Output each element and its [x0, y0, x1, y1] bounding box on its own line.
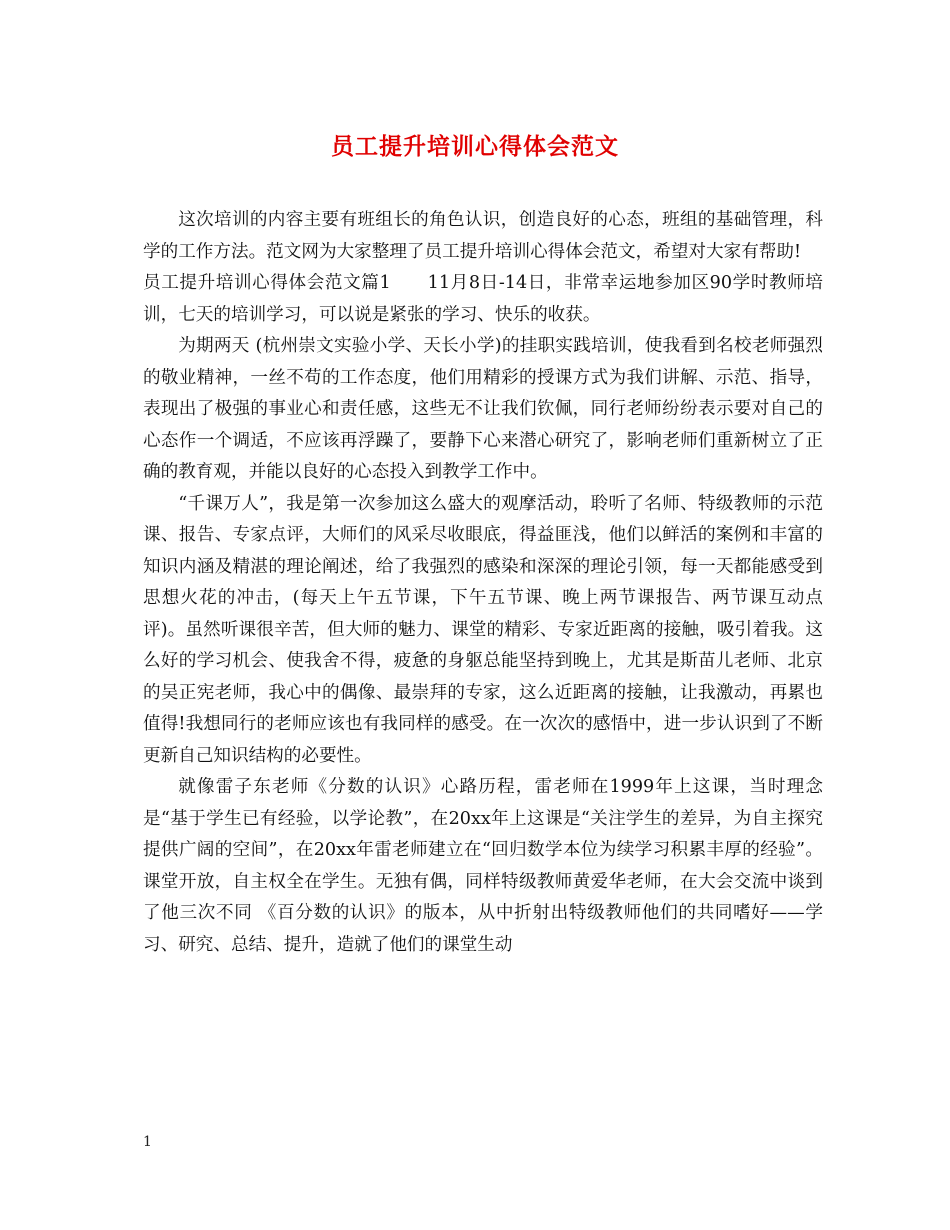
paragraph-section-1-start: 员工提升培训心得体会范文篇1 11月8日-14日，非常幸运地参加区90学时教师培训，七天的培训学习，可以说是紧张的学习、快乐的收获。 [143, 273, 823, 325]
paragraph-teacher-example: 就像雷子东老师《分数的认识》心路历程，雷老师在1999年上这课，当时理念是“基于学生已有经验，以学论教”，在20xx年上这课是“关注学生的差异，为自主探究提供广阔的空间”，在20xx年雷老师建立在“回归数学本位为续学习积累丰厚的经验”。课堂开放，自主权全在学生。无独有偶，同样特级教师黄爱华老师，在大会交流中谈到了他三次不同 《百分数的认识》的版本，从中折射出特级教师他们的共同嗜好——学习、研究、总结、提升，造就了他们的课堂生动 [143, 777, 823, 955]
paragraph-practice-training: 为期两天 (杭州崇文实验小学、天长小学)的挂职实践培训，使我看到名校老师强烈的敬业精神，一丝不苟的工作态度，他们用精彩的授课方式为我们讲解、示范、指导，表现出了极强的事业心和责任感，这些无不让我们钦佩，同行老师纷纷表示要对自己的心态作一个调适，不应该再浮躁了，要静下心来潜心研究了，影响老师们重新树立了正确的教育观，并能以良好的心态投入到教学工作中。 [143, 336, 823, 482]
paragraph-observation-activity: “千课万人”，我是第一次参加这么盛大的观摩活动，聆听了名师、特级教师的示范课、报告、专家点评，大师们的风采尽收眼底，得益匪浅，他们以鲜活的案例和丰富的知识内涵及精湛的理论阐述，给了我强烈的感染和深深的理论引领，每一天都能感受到思想火花的冲击，(每天上午五节课，下午五节课、晚上两节课报告、两节课互动点评)。虽然听课很辛苦，但大师的魅力、课堂的精彩、专家近距离的接触，吸引着我。这么好的学习机会、使我舍不得，疲惫的身躯总能坚持到晚上，尤其是斯苗儿老师、北京的吴正宪老师，我心中的偶像、最崇拜的专家，这么近距离的接触，让我激动，再累也值得!我想同行的老师应该也有我同样的感受。在一次次的感悟中，进一步认识到了不断更新自己知识结构的必要性。 [143, 493, 823, 766]
document-title: 员工提升培训心得体会范文 [331, 133, 619, 160]
document-body [143, 205, 823, 961]
paragraph-intro: 这次培训的内容主要有班组长的角色认识，创造良好的心态，班组的基础管理，科学的工作方法。范文网为大家整理了员工提升培训心得体会范文，希望对大家有帮助! [143, 210, 823, 262]
page-number: 1 [143, 1134, 152, 1150]
